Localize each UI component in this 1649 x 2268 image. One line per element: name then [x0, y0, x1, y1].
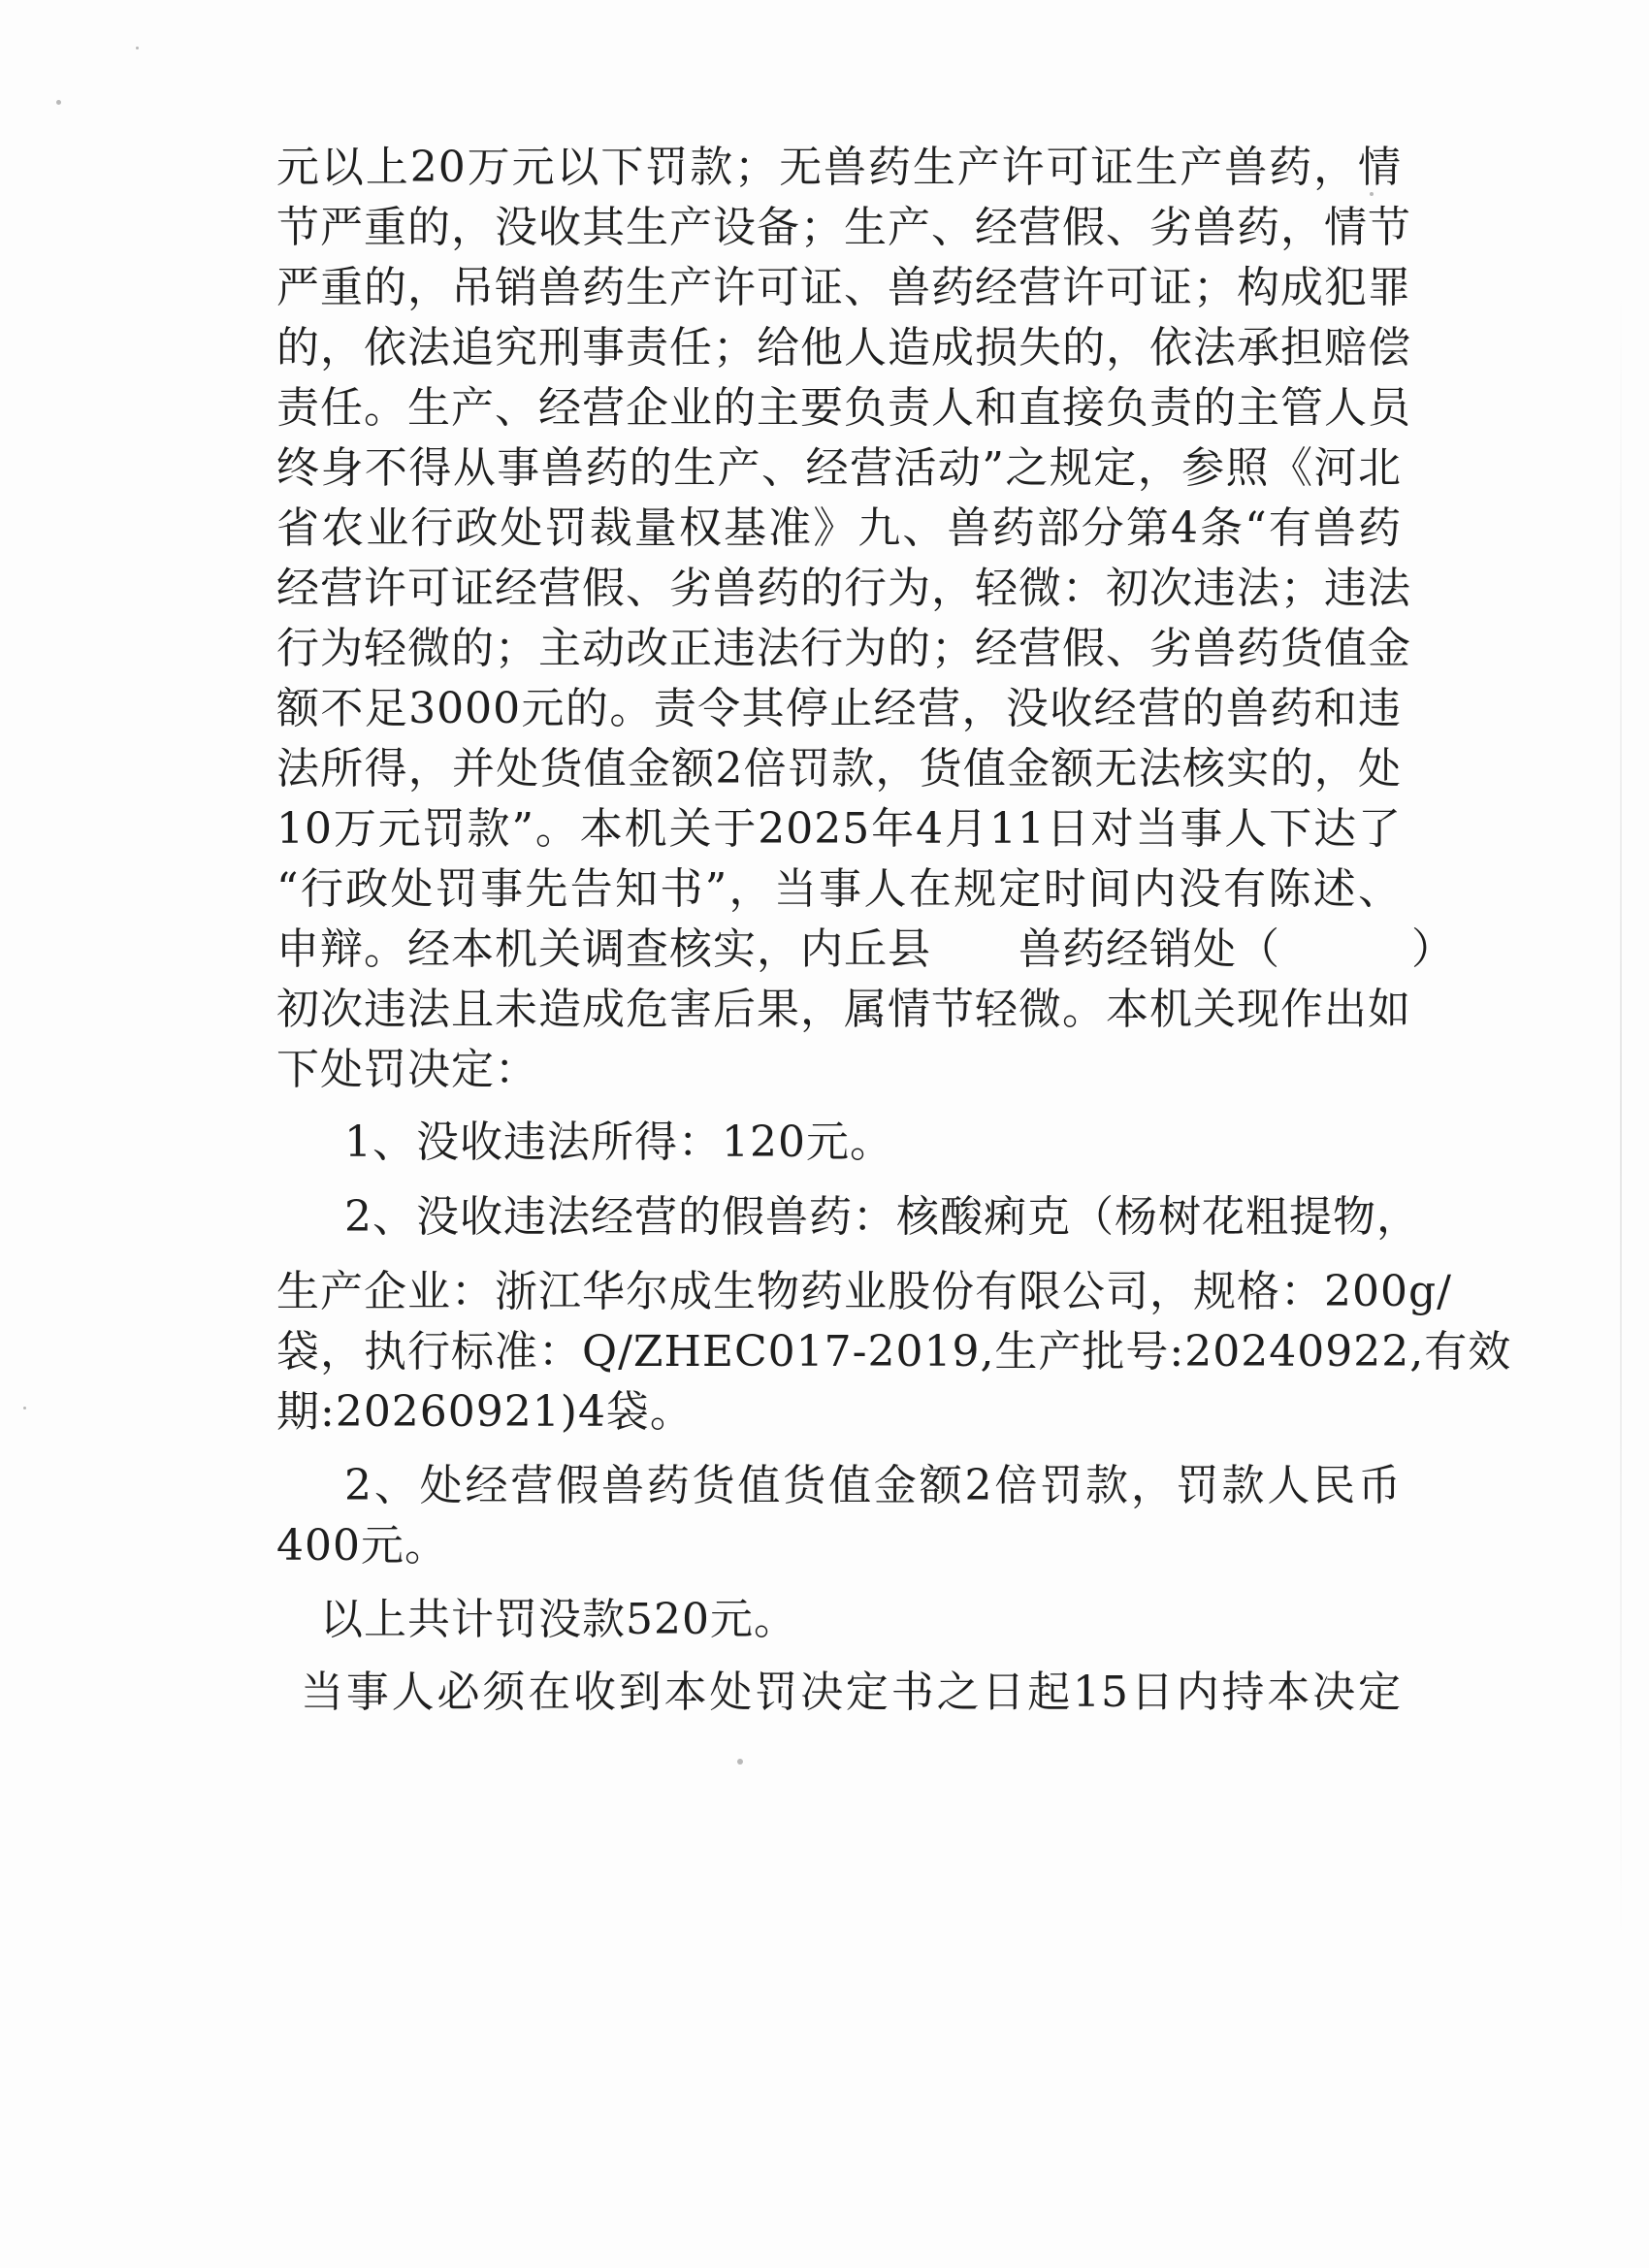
body-line-12: 10万元罚款”。本机关于2025年4月11日对当事人下达了: [276, 804, 1402, 854]
body-line-10: 额不足3000元的。责令其停止经营，没收经营的兽药和违: [276, 684, 1402, 733]
decision-item-2-line-2: 生产企业：浙江华尔成生物药业股份有限公司，规格：200g/: [276, 1267, 1452, 1316]
body-line-11: 法所得，并处货值金额2倍罚款，货值金额无法核实的，处: [276, 744, 1402, 794]
body-line-2: 节严重的，没收其生产设备；生产、经营假、劣兽药，情节: [276, 203, 1411, 252]
body-line-7: 省农业行政处罚裁量权基准》九、兽药部分第4条“有兽药: [276, 503, 1402, 553]
payment-notice-line: 当事人必须在收到本处罚决定书之日起15日内持本决定: [301, 1668, 1402, 1717]
body-line-13: “行政处罚事先告知书”，当事人在规定时间内没有陈述、: [276, 864, 1402, 914]
body-line-9: 行为轻微的；主动改正违法行为的；经营假、劣兽药货值金: [276, 624, 1411, 673]
body-line-14: 申辩。经本机关调查核实，内丘县 兽药经销处（ ）: [276, 924, 1455, 974]
body-line-6: 终身不得从事兽药的生产、经营活动”之规定，参照《河北: [276, 443, 1402, 493]
decision-item-2-line-4: 期:20260921)4袋。: [276, 1387, 694, 1437]
scan-speck: [737, 1759, 743, 1765]
body-line-8: 经营许可证经营假、劣兽药的行为，轻微：初次违法；违法: [276, 564, 1411, 613]
body-line-5: 责任。生产、经营企业的主要负责人和直接负责的主管人员: [276, 383, 1411, 433]
decision-item-3-line-2: 400元。: [276, 1521, 448, 1571]
scan-speck: [56, 100, 61, 105]
body-line-1: 元以上20万元以下罚款；无兽药生产许可证生产兽药，情: [276, 143, 1402, 192]
total-line: 以上共计罚没款520元。: [320, 1595, 797, 1644]
decision-item-1: 1、没收违法所得：120元。: [344, 1118, 893, 1167]
decision-item-2-line-1: 2、没收违法经营的假兽药：核酸痢克（杨树花粗提物，: [344, 1192, 1420, 1242]
body-line-4: 的，依法追究刑事责任；给他人造成损失的，依法承担赔偿: [276, 323, 1411, 373]
decision-item-3-line-1: 2、处经营假兽药货值货值金额2倍罚款，罚款人民币: [344, 1461, 1402, 1510]
scan-speck: [136, 47, 139, 49]
decision-item-2-line-3: 袋，执行标准：Q/ZHEC017-2019,生产批号:20240922,有效: [276, 1327, 1512, 1377]
scan-speck: [1370, 192, 1374, 196]
body-line-16: 下处罚决定：: [276, 1045, 538, 1094]
body-line-3: 严重的，吊销兽药生产许可证、兽药经营许可证；构成犯罪: [276, 263, 1411, 312]
scan-speck: [23, 1407, 26, 1409]
scan-edge-shadow: [1620, 291, 1622, 1940]
body-line-15: 初次违法且未造成危害后果，属情节轻微。本机关现作出如: [276, 985, 1411, 1034]
